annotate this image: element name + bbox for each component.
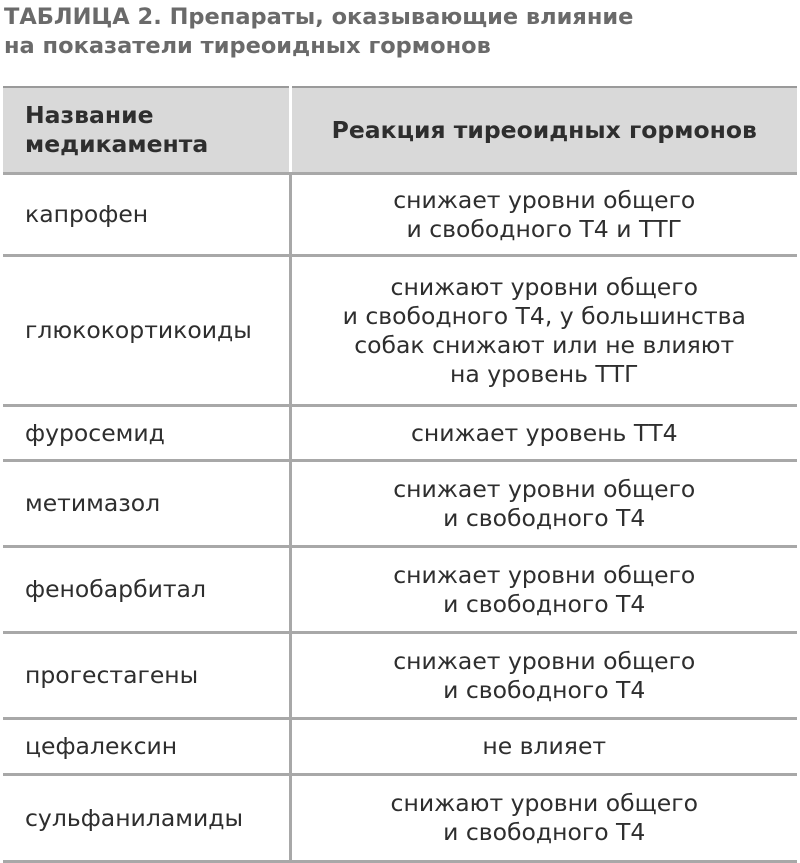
drug-effects-table: [3, 86, 797, 863]
effect-cell: [290, 719, 797, 775]
table-row: [3, 174, 797, 256]
table-row: [3, 256, 797, 406]
table-caption: [4, 3, 794, 61]
table-caption-line-1: ТАБЛИЦА 2. Препараты, оказывающие влияние: [4, 4, 634, 30]
table-row: [3, 775, 797, 862]
effect-line: снижает уровни общего: [393, 560, 696, 589]
effect-line: и свободного Т4: [443, 675, 646, 704]
effect-cell: [290, 547, 797, 633]
effect-line: собак снижают или не влияют: [354, 330, 735, 359]
drug-name-cell: фуросемид: [3, 406, 290, 461]
effect-line: снижает уровни общего: [393, 185, 696, 214]
effect-line: на уровень ТТГ: [450, 359, 639, 388]
drug-name-cell: глюкокортикоиды: [3, 256, 290, 406]
drug-name-cell: прогестагены: [3, 633, 290, 719]
table-row: [3, 461, 797, 547]
effect-line: не влияет: [482, 732, 607, 760]
effect-line: снижает уровень ТТ4: [410, 418, 678, 447]
table-row: [3, 719, 797, 775]
effect-cell: [290, 256, 797, 406]
drug-name-cell: сульфаниламиды: [3, 775, 290, 862]
drug-name-cell: метимазол: [3, 461, 290, 547]
effect-line: снижают уровни общего: [390, 272, 698, 301]
table-row: [3, 633, 797, 719]
drug-name-cell: капрофен: [3, 174, 290, 256]
effect-cell: [290, 461, 797, 547]
drug-name-cell: цефалексин: [3, 719, 290, 775]
effect-line: и свободного Т4: [443, 589, 646, 618]
header-hormone-reaction: Реакция тиреоидных гормонов: [290, 87, 797, 174]
table-row: [3, 547, 797, 633]
effect-line: и свободного Т4 и ТТГ: [406, 214, 682, 243]
effect-line: снижают уровни общего: [390, 789, 698, 817]
effect-cell: [290, 174, 797, 256]
header-drug-name-line-1: Название: [25, 101, 154, 129]
header-drug-name-line-2: медикамента: [25, 130, 209, 158]
table-header-row: [3, 87, 797, 174]
effect-line: и свободного Т4: [443, 818, 646, 846]
drug-name-cell: фенобарбитал: [3, 547, 290, 633]
effect-line: и свободного Т4: [443, 503, 646, 532]
effect-line: снижает уровни общего: [393, 474, 696, 503]
table-row: [3, 406, 797, 461]
header-drug-name: [3, 87, 290, 174]
effect-line: снижает уровни общего: [393, 646, 696, 675]
effect-line: и свободного Т4, у большинства: [342, 301, 746, 330]
effect-cell: [290, 633, 797, 719]
effect-cell: [290, 775, 797, 862]
table-caption-line-2: на показатели тиреоидных гормонов: [4, 33, 491, 59]
effect-cell: [290, 406, 797, 461]
